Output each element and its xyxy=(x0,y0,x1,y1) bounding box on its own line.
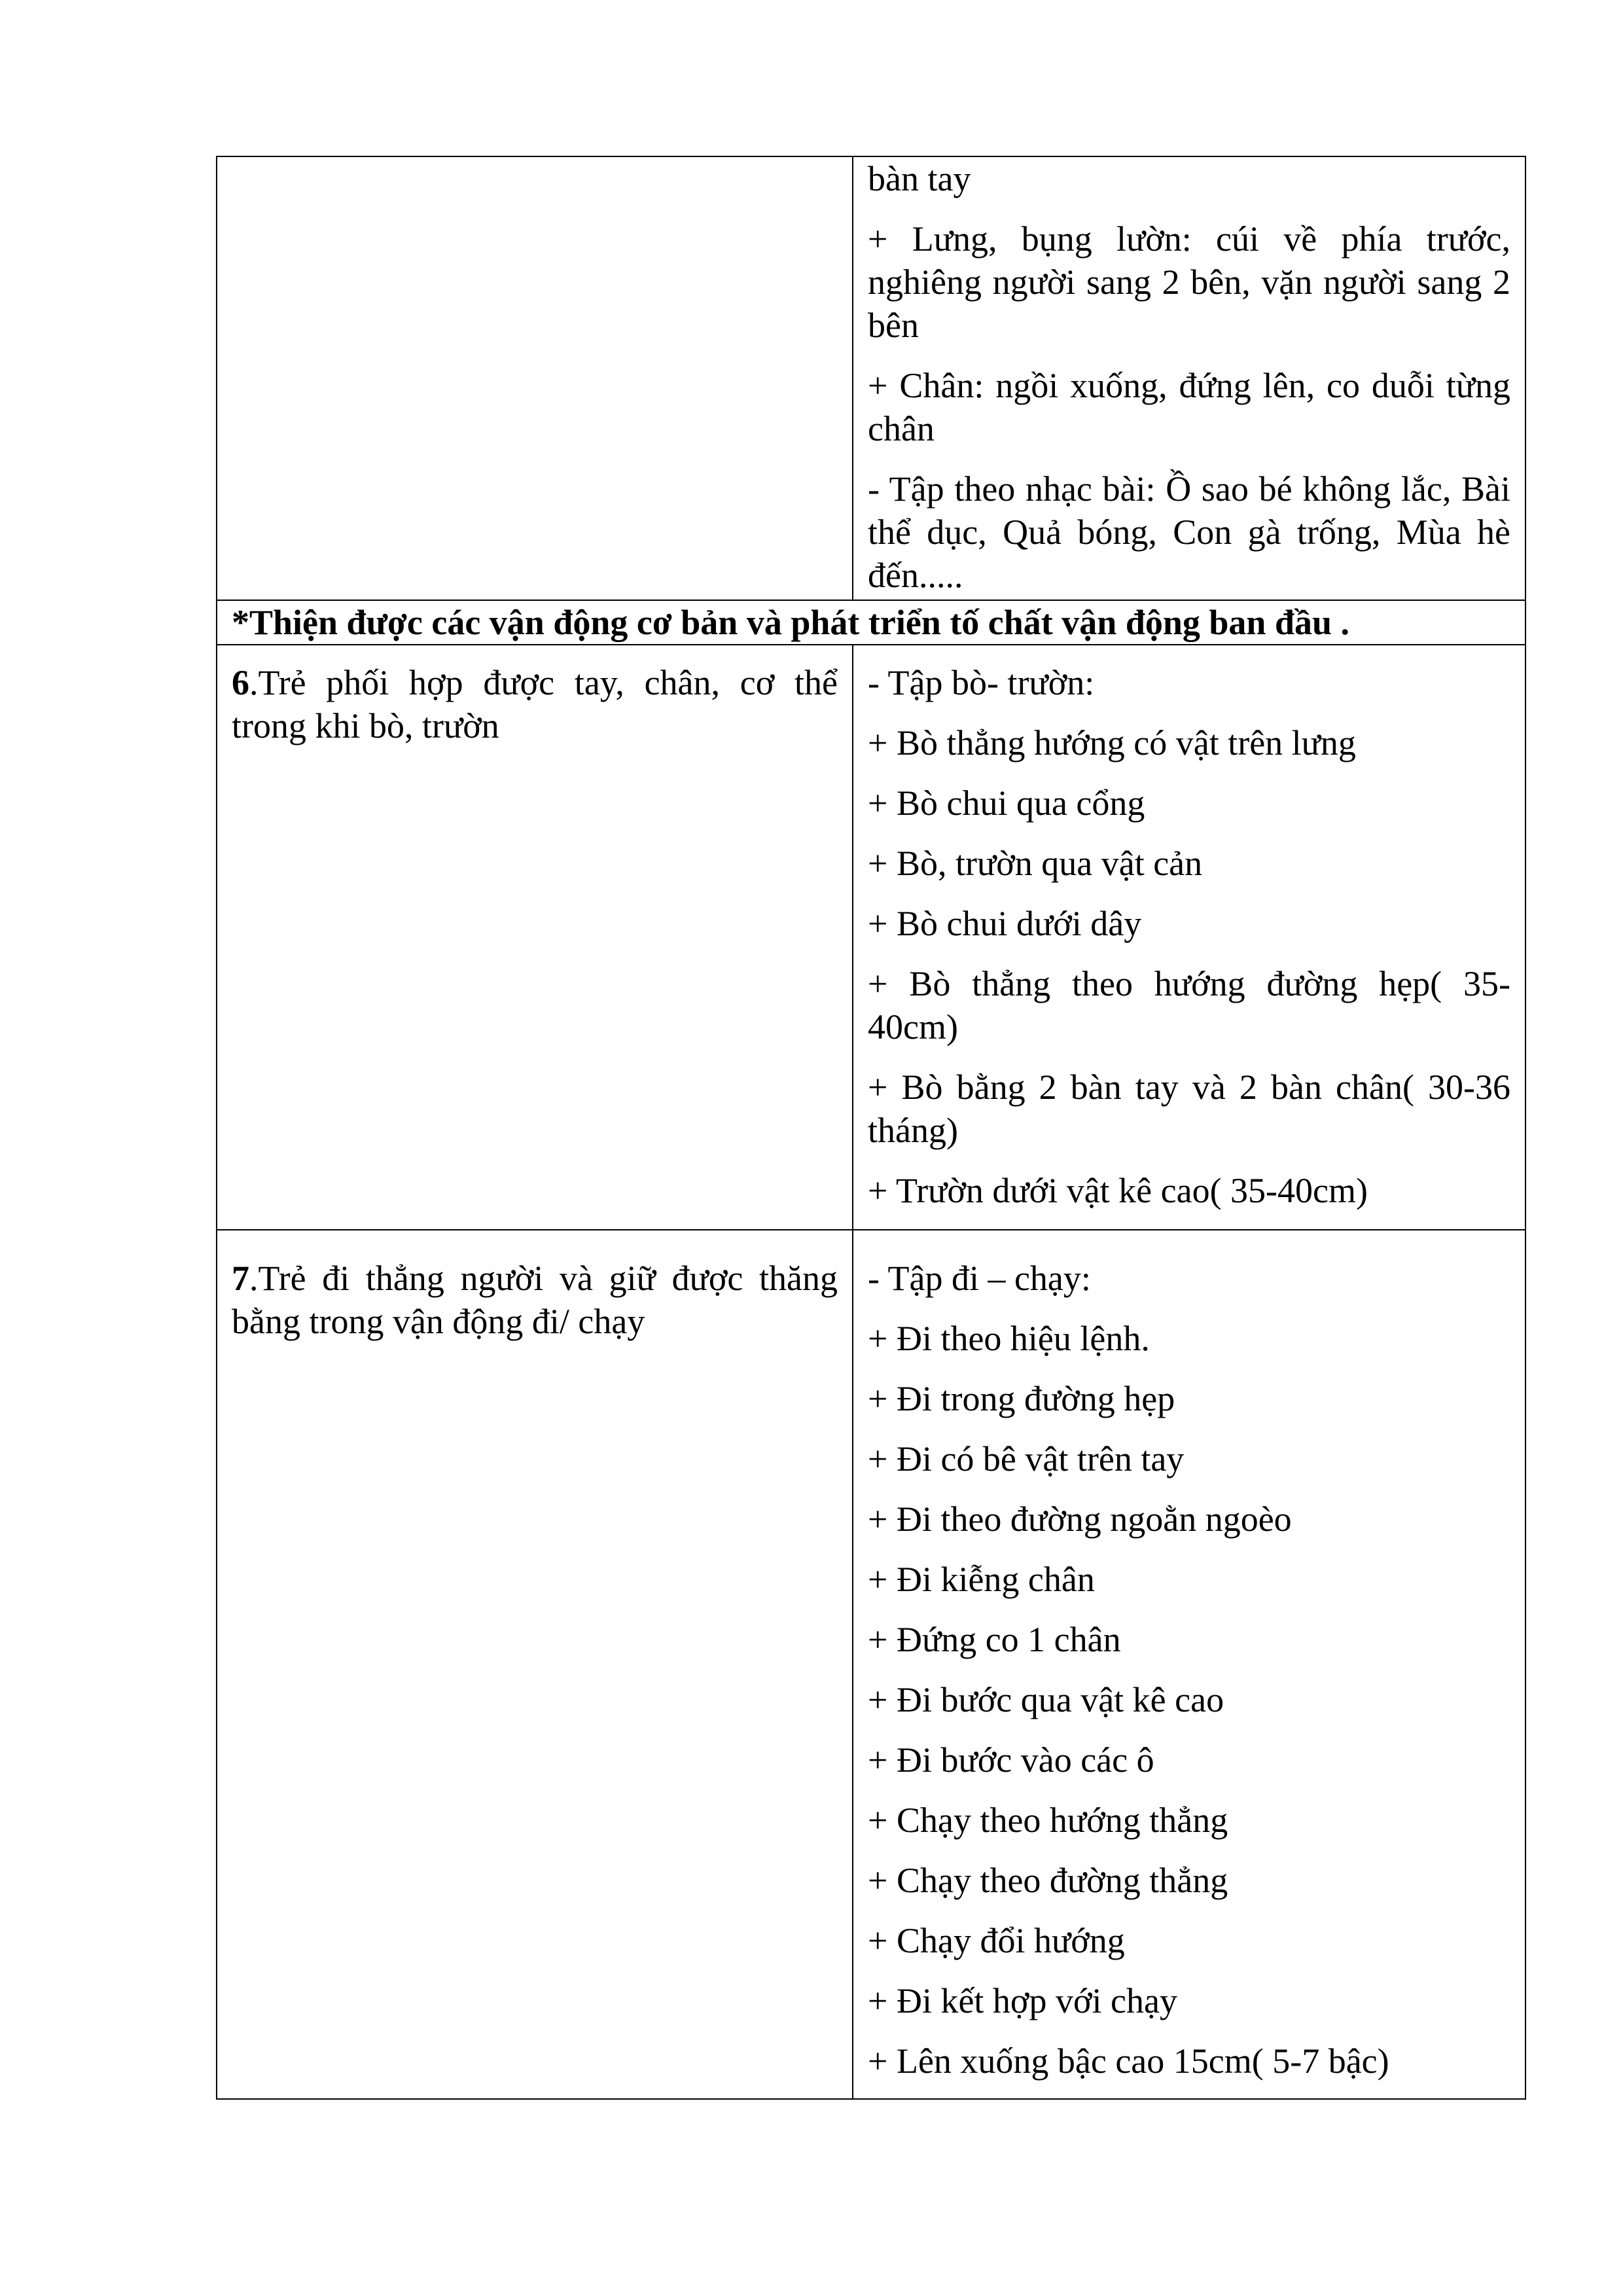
content-line: bàn tay xyxy=(868,159,971,198)
content-line: + Đi kiễng chân xyxy=(868,1560,1095,1599)
content-line: + Chân: ngồi xuống, đứng lên, co duỗi từng chân xyxy=(868,366,1510,448)
goal-description-6: .Trẻ phối hợp được tay, chân, cơ thể trong khi bò, trườn xyxy=(232,663,838,745)
content-line: - Tập theo nhạc bài: Ồ sao bé không lắc, Bài thể dục, Quả bóng, Con gà trống, Mùa hè đến..... xyxy=(868,469,1510,595)
goal-number-7: 7 xyxy=(232,1259,249,1298)
content-line: + Lưng, bụng lườn: cúi về phía trước, nghiêng người sang 2 bên, vặn người sang 2 bên xyxy=(868,219,1510,345)
section-header: *Thiện được các vận động cơ bản và phát triển tố chất vận động ban đầu . xyxy=(217,600,1525,645)
goal-text-7 xyxy=(232,1257,838,1343)
content-line: + Trườn dưới vật kê cao( 35-40cm) xyxy=(868,1171,1368,1210)
goal-cell-6 xyxy=(217,645,853,1230)
content-line: + Bò bằng 2 bàn tay và 2 bàn chân( 30-36 tháng) xyxy=(868,1067,1510,1150)
table-row-goal-7 xyxy=(217,1230,1525,2099)
table-row-continuation xyxy=(217,156,1525,600)
content-line: + Bò thẳng theo hướng đường hẹp( 35-40cm) xyxy=(868,964,1510,1047)
table-row-goal-6 xyxy=(217,645,1525,1230)
content-line: - Tập bò- trườn: xyxy=(868,663,1095,702)
content-cell-7 xyxy=(853,1230,1525,2099)
content-line: + Đi theo đường ngoằn ngoèo xyxy=(868,1499,1292,1539)
content-line: + Đi trong đường hẹp xyxy=(868,1379,1175,1418)
goal-number-6: 6 xyxy=(232,663,249,702)
content-line: + Bò, trườn qua vật cản xyxy=(868,844,1203,883)
content-line: + Đi bước qua vật kê cao xyxy=(868,1680,1224,1719)
content-line: + Chạy theo đường thẳng xyxy=(868,1861,1228,1900)
content-line: + Bò thẳng hướng có vật trên lưng xyxy=(868,723,1356,762)
content-line: + Đi có bê vật trên tay xyxy=(868,1439,1185,1479)
curriculum-table xyxy=(216,156,1526,2100)
content-line: + Lên xuống bậc cao 15cm( 5-7 bậc) xyxy=(868,2041,1389,2081)
goal-cell-7 xyxy=(217,1230,853,2099)
content-line: + Bò chui dưới dây xyxy=(868,904,1142,943)
content-line: + Chạy theo hướng thẳng xyxy=(868,1801,1228,1840)
content-line: + Đi bước vào các ô xyxy=(868,1740,1154,1780)
content-cell-6 xyxy=(853,645,1525,1230)
goal-description-7: .Trẻ đi thẳng người và giữ được thăng bằng trong vận động đi/ chạy xyxy=(232,1259,838,1341)
content-line: + Đi kết hợp với chạy xyxy=(868,1981,1177,2020)
content-line: + Đứng co 1 chân xyxy=(868,1620,1121,1659)
goal-text-6 xyxy=(232,661,838,747)
content-cell-continuation xyxy=(853,156,1525,600)
content-line: + Chạy đổi hướng xyxy=(868,1921,1125,1960)
content-line: - Tập đi – chạy: xyxy=(868,1259,1091,1298)
content-line: + Bò chui qua cổng xyxy=(868,783,1145,823)
section-header-row xyxy=(217,600,1525,645)
content-line: + Đi theo hiệu lệnh. xyxy=(868,1319,1150,1358)
goal-cell-empty xyxy=(217,156,853,600)
